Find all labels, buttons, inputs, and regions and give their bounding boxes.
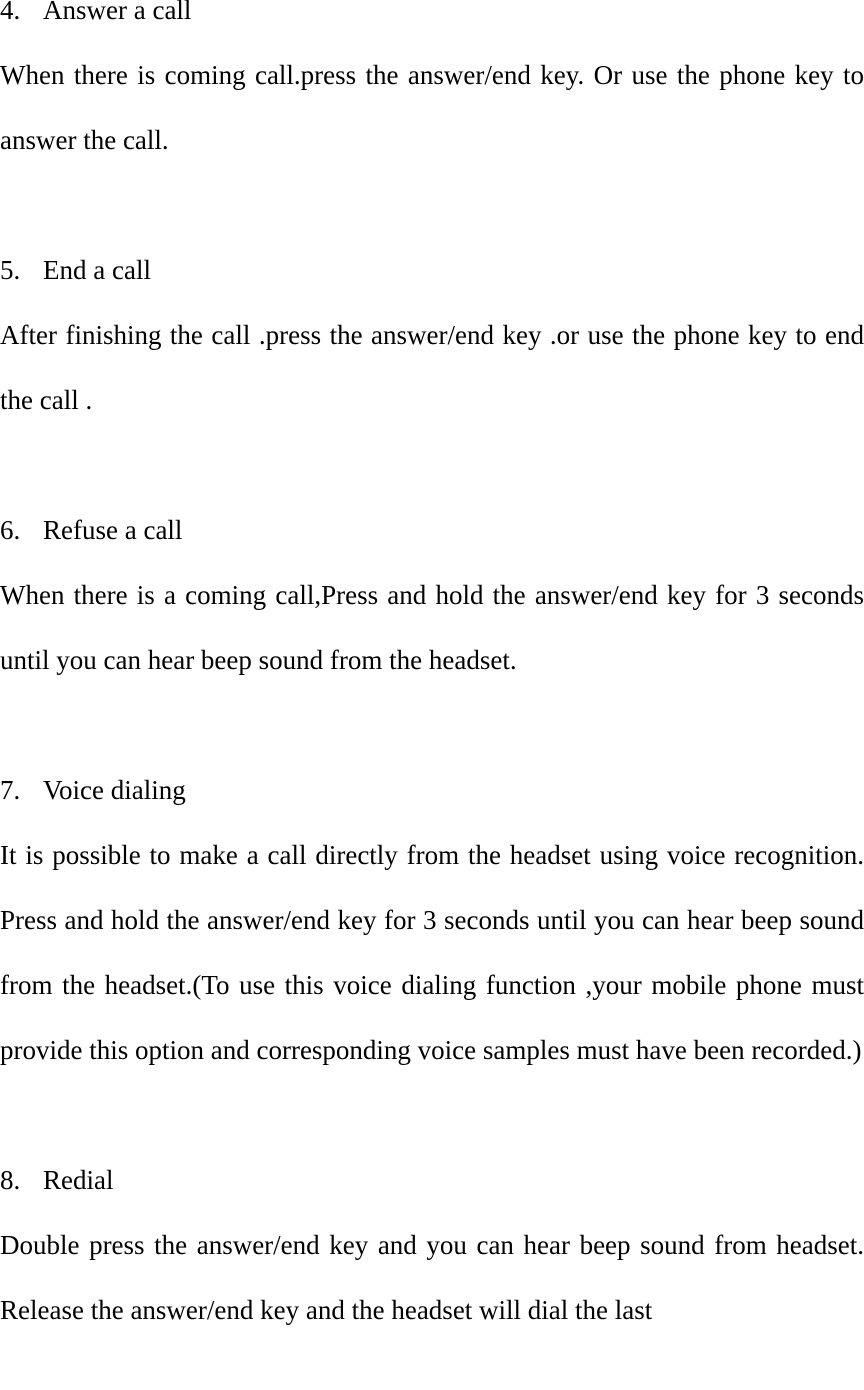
- section-gap: [0, 173, 864, 238]
- section-title: Refuse a call: [43, 515, 183, 545]
- section-body: Double press the answer/end key and you can hear beep sound from headset. Release the answer/end key and the headset will dial the last: [0, 1230, 864, 1325]
- section-title: End a call: [43, 255, 151, 285]
- section-number: 5.: [0, 255, 21, 285]
- section-redial: [0, 1148, 864, 1343]
- section-heading: [0, 238, 864, 303]
- section-body: It is possible to make a call directly from the headset using voice recognition. Press and hold the answer/end key for 3 seconds until you can hear beep sound from the headset.(To use this voice dialing function ,your mobile phone must provide this option and corresponding voice samples must have been recorded.): [0, 840, 864, 1065]
- section-heading: [0, 0, 864, 43]
- section-number: 7.: [0, 775, 21, 805]
- section-refuse-a-call: [0, 498, 864, 693]
- section-number: 6.: [0, 515, 21, 545]
- section-gap: [0, 693, 864, 758]
- section-gap: [0, 1083, 864, 1148]
- section-gap: [0, 433, 864, 498]
- section-number: 8.: [0, 1165, 21, 1195]
- section-number: 4.: [0, 0, 21, 25]
- section-body: When there is coming call.press the answer/end key. Or use the phone key to answer the call.: [0, 60, 864, 155]
- section-body: After finishing the call .press the answer/end key .or use the phone key to end the call .: [0, 320, 864, 415]
- section-answer-a-call: [0, 0, 864, 173]
- section-heading: [0, 1148, 864, 1213]
- section-heading: [0, 758, 864, 823]
- section-title: Voice dialing: [43, 775, 186, 805]
- section-title: Answer a call: [43, 0, 192, 25]
- section-voice-dialing: [0, 758, 864, 1083]
- section-end-a-call: [0, 238, 864, 433]
- section-title: Redial: [43, 1165, 114, 1195]
- section-body: When there is a coming call,Press and hold the answer/end key for 3 seconds until you can hear beep sound from the headset.: [0, 580, 864, 675]
- section-heading: [0, 498, 864, 563]
